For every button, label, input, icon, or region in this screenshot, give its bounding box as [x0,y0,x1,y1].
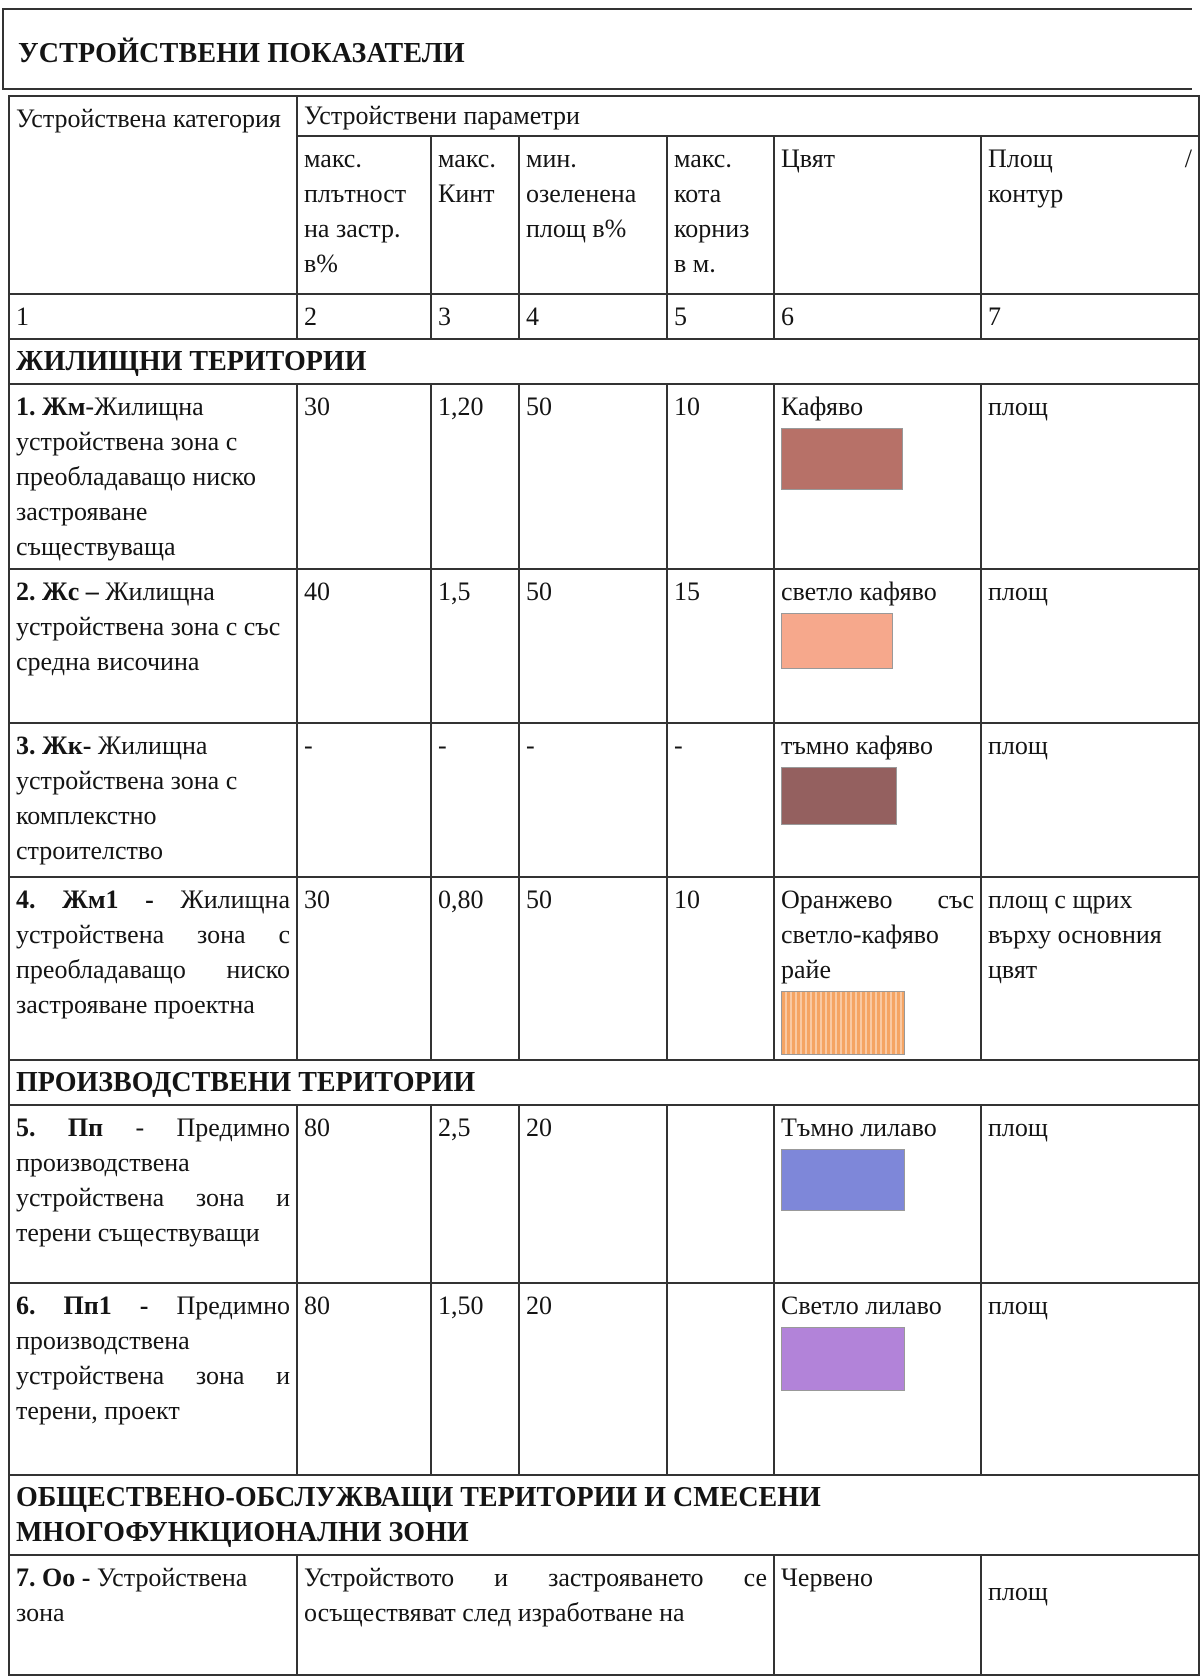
section-public: ОБЩЕСТВЕНО-ОБСЛУЖВАЩИ ТЕРИТОРИИ И СМЕСЕНИ МНОГОФУНКЦИОНАЛНИ ЗОНИ [9,1475,1199,1555]
height-value [667,1105,774,1283]
zone-text: - Предимно производствена устройствена зона и терени съществуващи [16,1113,290,1247]
zone-text: Предимно производствена устройствена зона и терени, проект [16,1291,290,1425]
kint-value: 1,5 [431,569,519,723]
color-name: Кафяво [781,392,864,421]
header-col-color: Цвят [774,136,981,294]
zone-text: Жилищна устройствена зона с преобладаващо ниско застрояване проектна [16,885,291,1019]
zone-code: 5. Пп [16,1113,104,1142]
area-type: площ [981,569,1199,723]
header-col-green: мин. озеленена площ в% [519,136,667,294]
header-row-numbers [9,294,1199,339]
table-row [9,384,1199,569]
header-params: Устройствени параметри [297,96,1199,136]
color-swatch [781,613,893,669]
kint-value: 0,80 [431,877,519,1060]
indicators-table [8,95,1200,1676]
area-type: площ [981,723,1199,877]
zone-code: 2. Жс – [16,577,99,606]
green-value: 50 [519,877,667,1060]
section-row [9,1060,1199,1105]
density-value: 80 [297,1283,431,1475]
zone-note: Устройството и застрояването се осъществяват след изработване на [297,1555,774,1675]
section-residential: ЖИЛИЩНИ ТЕРИТОРИИ [9,339,1199,384]
header-col-area-contour: контур [988,179,1064,208]
green-value: 50 [519,569,667,723]
header-col-area [981,136,1199,294]
density-value: 40 [297,569,431,723]
color-name: Светло лилаво [781,1291,942,1320]
zone-description [9,384,297,569]
col-number: 6 [774,294,981,339]
table-row [9,877,1199,1060]
table-row [9,723,1199,877]
zone-code: 4. Жм1 - [16,885,154,914]
green-value: - [519,723,667,877]
color-name: Тъмно лилаво [781,1113,937,1142]
col-number: 2 [297,294,431,339]
zone-code: 3. Жк- [16,731,92,760]
header-col-density: макс. плътност на застр. в% [297,136,431,294]
height-value [667,1283,774,1475]
zone-text: -Жилищна устройствена зона с преобладаващо ниско застрояване съществуваща [16,392,256,561]
header-row-top [9,96,1199,136]
col-number: 7 [981,294,1199,339]
zone-description [9,1555,297,1675]
table-row [9,569,1199,723]
zone-description [9,1283,297,1475]
col-number: 4 [519,294,667,339]
area-type: площ [981,1555,1199,1675]
green-value: 20 [519,1105,667,1283]
section-row [9,339,1199,384]
section-production: ПРОИЗВОДСТВЕНИ ТЕРИТОРИИ [9,1060,1199,1105]
zone-code: 1. Жм [16,392,86,421]
color-swatch-hatched [781,991,905,1055]
color-cell [774,1105,981,1283]
table-row [9,1105,1199,1283]
header-col-area-slash: / [1184,144,1193,173]
col-number: 1 [9,294,297,339]
area-type: площ [981,1283,1199,1475]
col-number: 3 [431,294,519,339]
green-value: 20 [519,1283,667,1475]
color-cell [774,569,981,723]
area-type: площ [981,1105,1199,1283]
zone-description [9,1105,297,1283]
color-name: светло кафяво [781,577,937,606]
height-value: 10 [667,384,774,569]
table-row [9,1555,1199,1675]
zone-text: Жилищна устройствена зона с със средна височина [16,577,281,676]
density-value: 30 [297,877,431,1060]
color-swatch [781,1327,905,1391]
zone-code: 6. Пп1 - [16,1291,149,1320]
color-swatch [781,1149,905,1211]
header-col-kint: макс. Кинт [431,136,519,294]
height-value: 10 [667,877,774,1060]
color-swatch [781,428,903,490]
title-box [2,8,1192,90]
kint-value: 1,50 [431,1283,519,1475]
density-value: - [297,723,431,877]
color-name: Червено [781,1563,874,1592]
zone-description [9,723,297,877]
zone-text: Устройствена зона [16,1563,248,1627]
area-type: площ с щрих върху основния цвят [981,877,1199,1060]
document-title: УСТРОЙСТВЕНИ ПОКАЗАТЕЛИ [18,38,465,69]
zone-code: 7. Оо - [16,1563,91,1592]
header-col-height: макс. кота корниз в м. [667,136,774,294]
col-number: 5 [667,294,774,339]
area-type: площ [981,384,1199,569]
zone-text: Жилищна устройствена зона с комплекстно строителство [16,731,238,865]
color-name: Оранжево със светло-кафяво райе [781,885,974,984]
kint-value: - [431,723,519,877]
header-category: Устройствена категория [9,96,297,294]
density-value: 80 [297,1105,431,1283]
zone-description [9,569,297,723]
height-value: - [667,723,774,877]
color-cell [774,877,981,1060]
section-row [9,1475,1199,1555]
color-cell [774,723,981,877]
zone-description [9,877,297,1060]
kint-value: 2,5 [431,1105,519,1283]
color-cell [774,1555,981,1675]
density-value: 30 [297,384,431,569]
table-row [9,1283,1199,1475]
kint-value: 1,20 [431,384,519,569]
color-name: тъмно кафяво [781,731,934,760]
header-col-area-label: Площ [988,144,1053,173]
color-cell [774,1283,981,1475]
green-value: 50 [519,384,667,569]
height-value: 15 [667,569,774,723]
color-cell [774,384,981,569]
color-swatch [781,767,897,825]
